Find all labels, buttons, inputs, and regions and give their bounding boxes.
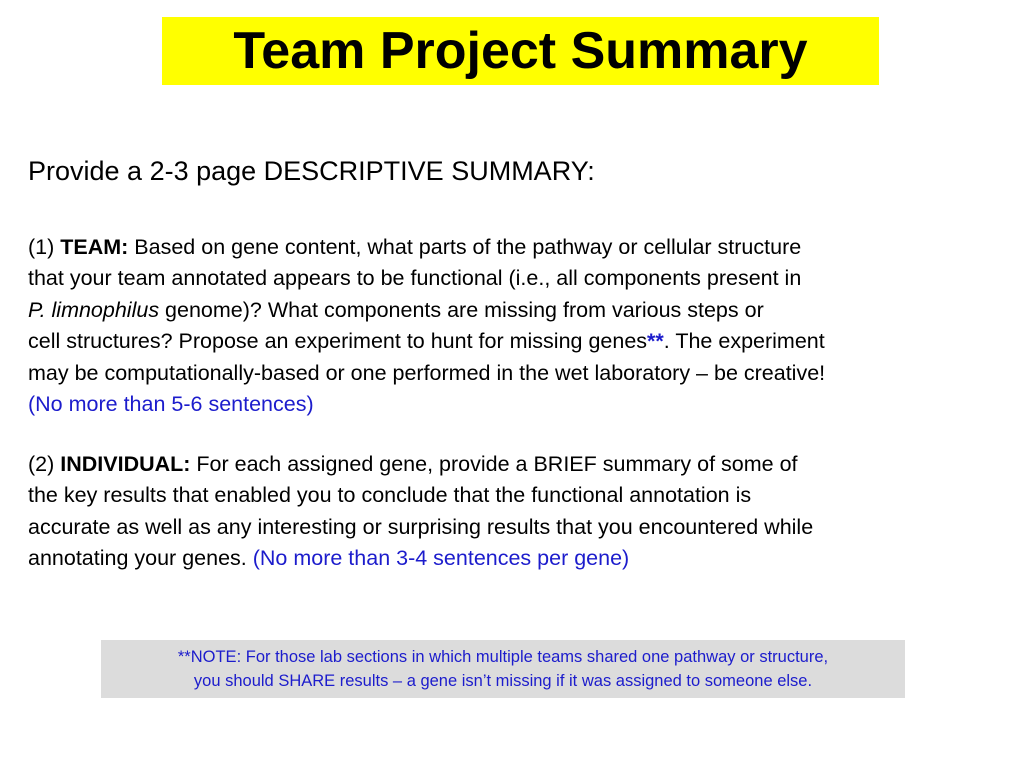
individual-sentence-limit: (No more than 3-4 sentences per gene)	[252, 546, 630, 571]
team-line-4-text: cell structures? Propose an experiment to hunt for missing genes	[28, 329, 648, 354]
intro-heading: Provide a 2-3 page DESCRIPTIVE SUMMARY:	[28, 156, 595, 186]
team-line-1-text: Based on gene content, what parts of the pathway or cellular structure	[128, 235, 802, 259]
team-section	[28, 232, 825, 420]
team-line-1	[28, 232, 825, 263]
team-heading: TEAM:	[60, 235, 129, 259]
note-line-2: you should SHARE results – a gene isn’t missing if it was assigned to someone else.	[193, 672, 813, 690]
organism-name: P. limnophilus	[28, 297, 160, 322]
individual-line-1	[28, 449, 813, 480]
note-box	[101, 640, 905, 698]
page-title: Team Project Summary	[233, 22, 808, 80]
individual-number: (2)	[28, 452, 61, 476]
team-line-4-end: . The experiment	[663, 329, 825, 354]
team-line-5: may be computationally-based or one performed in the wet laboratory – be creative!	[28, 360, 826, 385]
individual-section	[28, 449, 813, 575]
individual-line-3: accurate as well as any interesting or surprising results that you encountered while	[28, 514, 814, 539]
note-line-1: **NOTE: For those lab sections in which multiple teams shared one pathway or structure,	[177, 648, 829, 666]
footnote-marker: **	[647, 329, 664, 354]
team-line-3-text: genome)? What components are missing from various steps or	[159, 297, 764, 322]
team-number: (1)	[28, 235, 61, 259]
individual-heading: INDIVIDUAL:	[60, 452, 191, 476]
individual-line-2: the key results that enabled you to conclude that the functional annotation is	[28, 483, 752, 508]
title-banner	[162, 17, 879, 85]
team-sentence-limit: (No more than 5-6 sentences)	[28, 392, 314, 417]
team-line-3	[28, 295, 825, 326]
individual-line-4	[28, 543, 813, 574]
team-line-4	[28, 326, 825, 357]
individual-line-1-text: For each assigned gene, provide a BRIEF summary of some of	[190, 452, 798, 476]
individual-line-4-text: annotating your genes.	[28, 546, 253, 571]
team-line-2: that your team annotated appears to be functional (i.e., all components present in	[28, 266, 802, 291]
